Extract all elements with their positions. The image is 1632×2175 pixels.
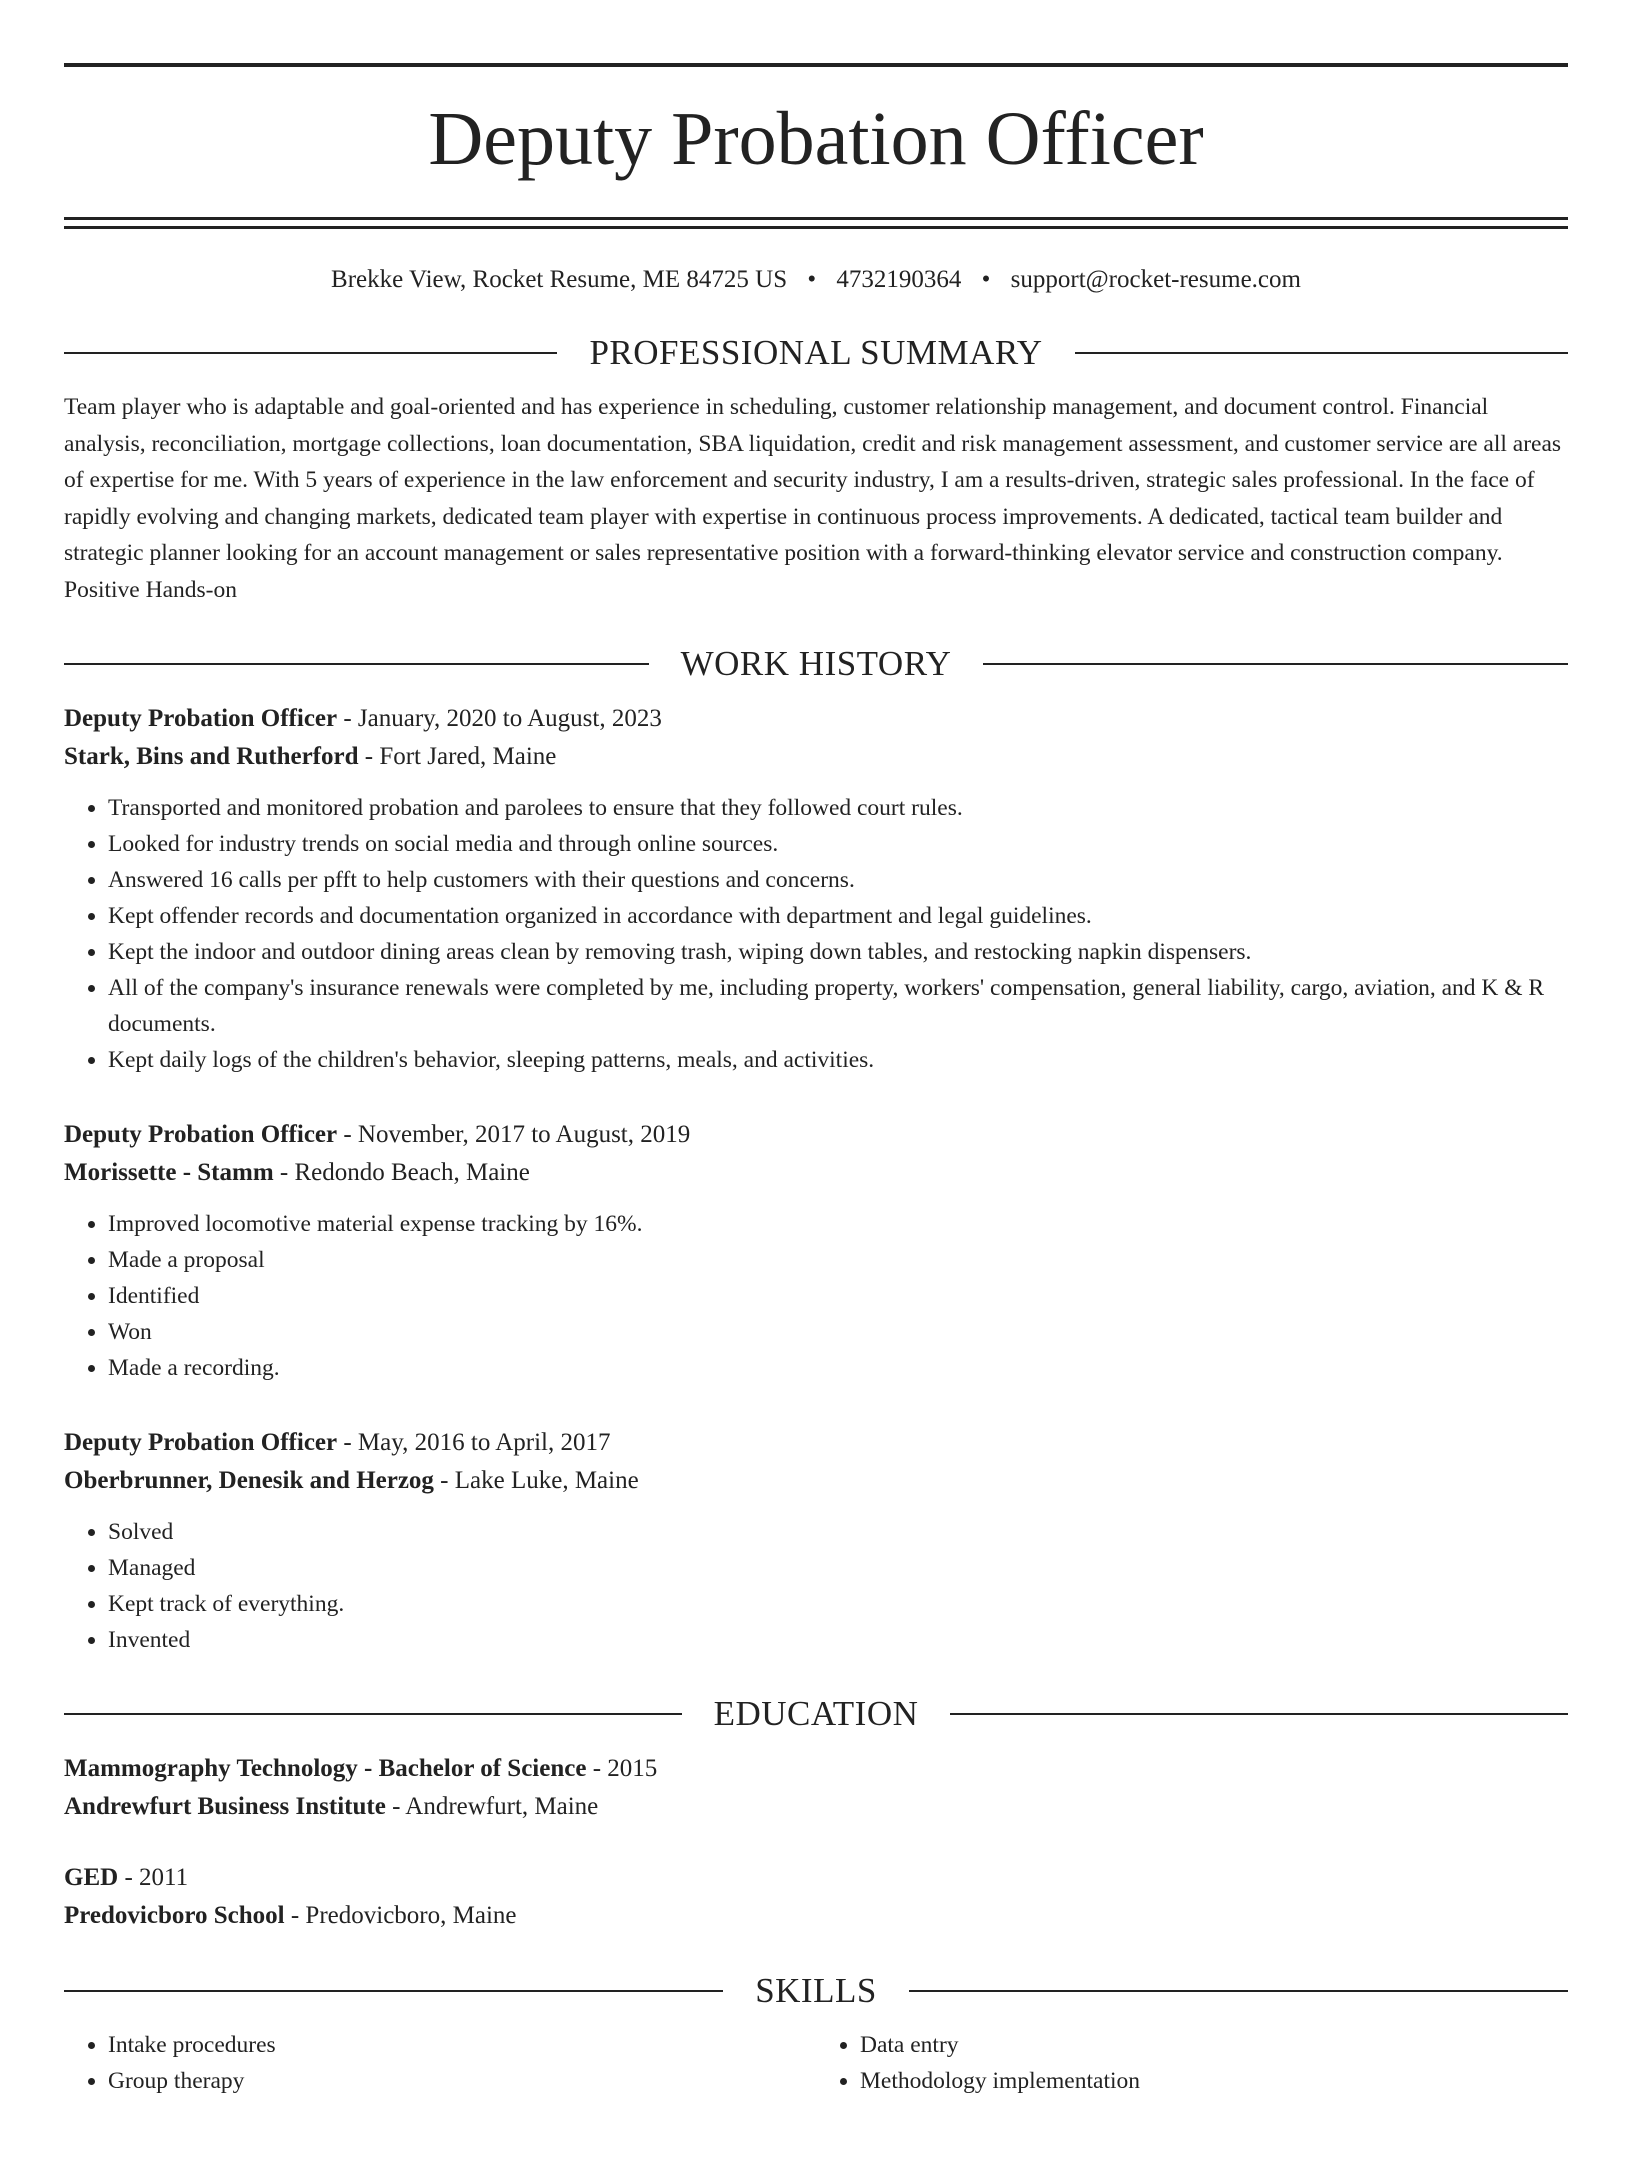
education-entry — [64, 1750, 1568, 1826]
list-item: • Kept track of everything. — [108, 1586, 1568, 1622]
list-item: • Made a recording. — [108, 1350, 1568, 1386]
list-item: • Identified — [108, 1278, 1568, 1314]
education-school: Predovicboro School — [64, 1902, 285, 1929]
list-item: • Kept daily logs of the children's behavior, sleeping patterns, meals, and activities. — [108, 1042, 1568, 1078]
contact-line — [64, 263, 1568, 297]
section-rule — [1075, 352, 1568, 354]
job-role: Deputy Probation Officer — [64, 1429, 338, 1456]
education-year: - 2015 — [586, 1755, 658, 1782]
education-school-line — [64, 1897, 1568, 1935]
contact-separator: • — [981, 266, 991, 293]
list-item: • Transported and monitored probation and parolees to ensure that they followed court rules. — [108, 790, 1568, 826]
job-location: - Fort Jared, Maine — [358, 743, 557, 770]
education-degree-line — [64, 1750, 1568, 1788]
job-role-line — [64, 1116, 1568, 1154]
contact-email: support@rocket-resume.com — [1010, 266, 1301, 293]
job-role: Deputy Probation Officer — [64, 705, 338, 732]
list-item: • Kept the indoor and outdoor dining areas clean by removing trash, wiping down tables, and restocking napkin dispensers. — [108, 934, 1568, 970]
contact-address: Brekke View, Rocket Resume, ME 84725 US — [331, 266, 788, 293]
job-entry — [64, 1424, 1568, 1658]
section-header-work — [64, 642, 1568, 686]
section-rule — [64, 1990, 723, 1992]
education-school-line — [64, 1788, 1568, 1826]
job-entry — [64, 1116, 1568, 1386]
job-role-line — [64, 1424, 1568, 1462]
job-location: - Lake Luke, Maine — [433, 1467, 639, 1494]
list-item: • Solved — [108, 1514, 1568, 1550]
section-header-summary — [64, 331, 1568, 375]
education-year: - 2011 — [118, 1864, 189, 1891]
job-company: Morissette - Stamm — [64, 1159, 274, 1186]
job-role: Deputy Probation Officer — [64, 1121, 338, 1148]
education-degree-line — [64, 1859, 1568, 1897]
job-location: - Redondo Beach, Maine — [273, 1159, 530, 1186]
job-bullets — [64, 790, 1568, 1078]
job-entry — [64, 700, 1568, 1078]
section-title: EDUCATION — [713, 1694, 919, 1733]
job-dates: - May, 2016 to April, 2017 — [337, 1429, 611, 1456]
title-rule-second — [64, 226, 1568, 229]
skills-columns — [64, 2027, 1568, 2099]
resume-title: Deputy Probation Officer — [428, 97, 1204, 181]
section-rule — [983, 663, 1568, 665]
job-company-line — [64, 1154, 1568, 1192]
job-dates: - November, 2017 to August, 2019 — [337, 1121, 691, 1148]
list-item: • Data entry — [860, 2027, 1568, 2063]
contact-separator: • — [807, 266, 817, 293]
section-rule — [909, 1990, 1568, 1992]
list-item: • Kept offender records and documentation organized in accordance with department and legal guidelines. — [108, 898, 1568, 934]
skills-list-left — [64, 2027, 816, 2099]
job-company: Oberbrunner, Denesik and Herzog — [64, 1467, 434, 1494]
skills-list-right — [816, 2027, 1568, 2099]
list-item: • Invented — [108, 1622, 1568, 1658]
list-item: • All of the company's insurance renewals were completed by me, including property, workers' compensation, general liability, cargo, aviation, and K & R documents. — [108, 970, 1568, 1042]
section-rule — [64, 1713, 682, 1715]
education-entry — [64, 1859, 1568, 1935]
education-degree: Mammography Technology - Bachelor of Science — [64, 1755, 587, 1782]
resume-page — [0, 63, 1632, 2175]
education-location: - Andrewfurt, Maine — [385, 1793, 599, 1820]
title-rule — [64, 217, 1568, 220]
job-company: Stark, Bins and Rutherford — [64, 743, 359, 770]
section-header-skills — [64, 1969, 1568, 2013]
list-item: • Methodology implementation — [860, 2063, 1568, 2099]
section-title: WORK HISTORY — [680, 644, 952, 683]
list-item: • Intake procedures — [108, 2027, 816, 2063]
summary-text: Team player who is adaptable and goal-oriented and has experience in scheduling, customer relationship management, and document control. Financial analysis, reconciliation, mortgage collections, loan documentation, SBA liquidation, credit and risk management assessment, and customer service are all areas of expertise for me. With 5 years of experience in the law enforcement and security industry, I am a results-driven, strategic sales professional. In the face of rapidly evolving and changing markets, dedicated team player with expertise in continuous process improvements. A dedicated, tactical team builder and strategic planner looking for an account management or sales representative position with a forward-thinking elevator service and construction company. Positive Hands-on — [64, 394, 1562, 603]
education-location: - Predovicboro, Maine — [284, 1902, 517, 1929]
section-header-education — [64, 1692, 1568, 1736]
section-rule — [64, 663, 649, 665]
contact-phone: 4732190364 — [836, 266, 962, 293]
list-item: • Looked for industry trends on social media and through online sources. — [108, 826, 1568, 862]
section-title: PROFESSIONAL SUMMARY — [589, 333, 1043, 372]
section-rule — [950, 1713, 1568, 1715]
section-rule — [64, 352, 557, 354]
job-role-line — [64, 700, 1568, 738]
job-company-line — [64, 738, 1568, 776]
education-school: Andrewfurt Business Institute — [64, 1793, 386, 1820]
list-item: • Group therapy — [108, 2063, 816, 2099]
list-item: • Improved locomotive material expense tracking by 16%. — [108, 1206, 1568, 1242]
education-degree: GED — [64, 1864, 119, 1891]
list-item: • Made a proposal — [108, 1242, 1568, 1278]
list-item: • Managed — [108, 1550, 1568, 1586]
job-bullets — [64, 1206, 1568, 1386]
job-dates: - January, 2020 to August, 2023 — [337, 705, 662, 732]
list-item: • Won — [108, 1314, 1568, 1350]
list-item: • Answered 16 calls per pfft to help customers with their questions and concerns. — [108, 862, 1568, 898]
section-title: SKILLS — [755, 1971, 877, 2010]
job-company-line — [64, 1462, 1568, 1500]
job-bullets — [64, 1514, 1568, 1658]
